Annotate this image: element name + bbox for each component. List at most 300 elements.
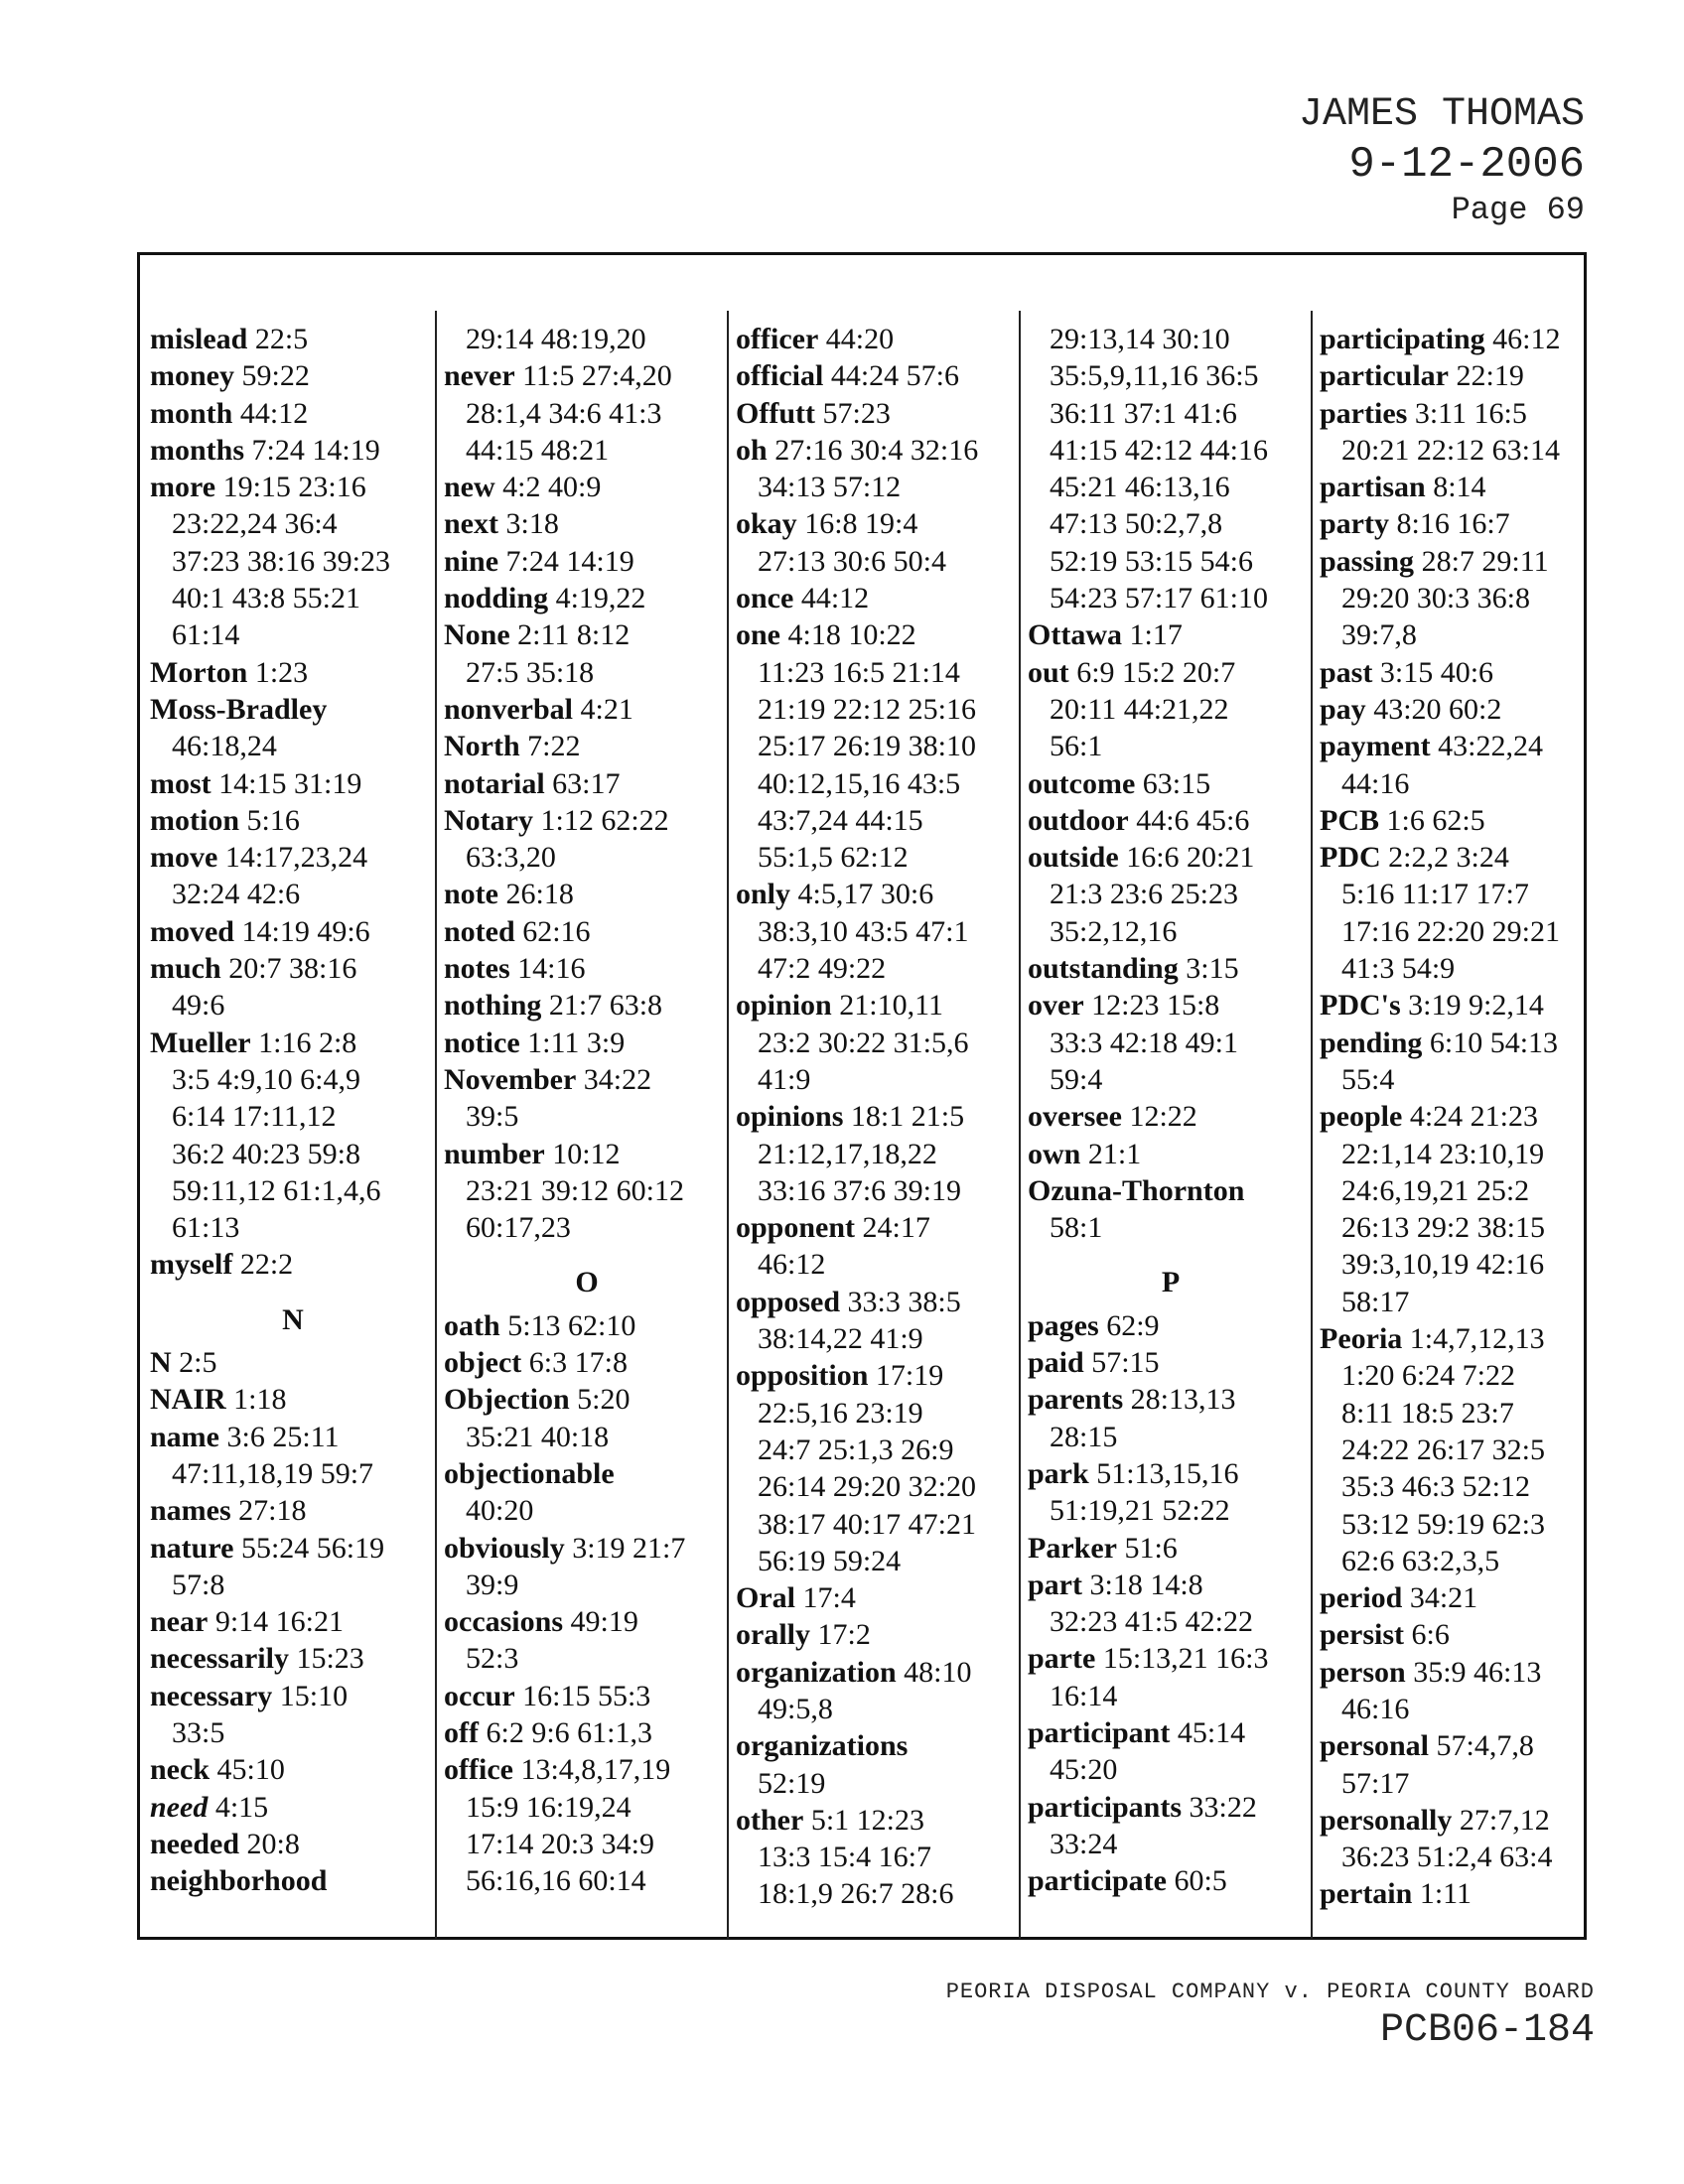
index-column-5 bbox=[1320, 321, 1606, 1913]
page-line-refs: 35:5,9,11,16 36:5 bbox=[1050, 359, 1259, 393]
deponent-name: JAMES THOMAS bbox=[1298, 92, 1585, 137]
index-entry bbox=[444, 543, 730, 580]
page-line-refs: 63:17 bbox=[552, 766, 621, 800]
index-entry bbox=[444, 802, 730, 839]
index-entry bbox=[1320, 1024, 1606, 1061]
page-line-refs: 45:20 bbox=[1050, 1753, 1118, 1787]
page-line-refs: 62:16 bbox=[522, 914, 591, 948]
page-line-refs: 62:6 63:2,3,5 bbox=[1341, 1544, 1500, 1577]
column-divider bbox=[435, 311, 437, 1939]
index-term: more bbox=[150, 471, 216, 504]
page-line-refs: 23:21 39:12 60:12 bbox=[466, 1173, 685, 1207]
index-entry bbox=[150, 357, 436, 394]
index-entry bbox=[444, 1307, 730, 1344]
page-line-refs: 15:10 bbox=[279, 1679, 349, 1712]
page-line-refs: 3:15 40:6 bbox=[1379, 655, 1494, 689]
index-term: personal bbox=[1320, 1729, 1430, 1763]
page-line-refs: 8:11 18:5 23:7 bbox=[1341, 1396, 1514, 1430]
index-entry bbox=[444, 616, 730, 653]
index-entry bbox=[1028, 839, 1314, 876]
page-line-refs: 60:17,23 bbox=[466, 1211, 571, 1245]
index-term: need bbox=[150, 1790, 209, 1824]
page-line-refs: 56:19 59:24 bbox=[758, 1544, 902, 1577]
page-line-refs: 4:19,22 bbox=[555, 582, 646, 615]
page-line-refs: 33:3 42:18 49:1 bbox=[1050, 1025, 1239, 1059]
index-entry bbox=[736, 432, 1022, 469]
index-term: notarial bbox=[444, 766, 545, 800]
page-line-refs: 44:6 45:6 bbox=[1136, 803, 1250, 837]
index-column-1 bbox=[150, 321, 436, 1899]
index-term: nature bbox=[150, 1531, 234, 1565]
page-line-refs: 39:7,8 bbox=[1341, 618, 1417, 652]
index-term: payment bbox=[1320, 730, 1431, 763]
page-number: Page 69 bbox=[1451, 192, 1585, 228]
page-line-refs: 28:7 29:11 bbox=[1421, 544, 1549, 578]
page-line-refs: 1:4,7,12,13 bbox=[1409, 1322, 1545, 1356]
page-line-refs: 44:24 57:6 bbox=[830, 359, 959, 393]
index-entry bbox=[1028, 1714, 1314, 1751]
page-line-refs: 36:23 51:2,4 63:4 bbox=[1341, 1841, 1553, 1874]
index-term: neighborhood bbox=[150, 1864, 328, 1898]
page-line-refs: 49:19 bbox=[570, 1605, 638, 1639]
page-line-refs: 58:17 bbox=[1341, 1285, 1410, 1318]
index-term: months bbox=[150, 433, 245, 467]
page-line-refs: 1:11 3:9 bbox=[527, 1025, 626, 1059]
page-line-refs: 46:12 bbox=[1492, 323, 1561, 355]
index-entry bbox=[736, 1579, 1022, 1616]
page-line-refs: 44:20 bbox=[825, 323, 895, 355]
page-line-refs: 47:2 49:22 bbox=[758, 952, 887, 986]
page-line-refs: 44:15 48:21 bbox=[466, 433, 610, 467]
index-entry bbox=[1320, 1616, 1606, 1653]
page-line-refs: 5:1 12:23 bbox=[810, 1803, 924, 1837]
page-line-refs: 53:12 59:19 62:3 bbox=[1341, 1507, 1546, 1541]
index-entry bbox=[1320, 987, 1606, 1024]
index-entry bbox=[444, 1455, 730, 1492]
index-term: None bbox=[444, 618, 510, 652]
page-line-refs: 34:21 bbox=[1409, 1581, 1478, 1615]
index-term: off bbox=[444, 1715, 479, 1749]
page-line-refs: 37:23 38:16 39:23 bbox=[172, 544, 391, 578]
index-term: November bbox=[444, 1062, 577, 1096]
index-term: PDC bbox=[1320, 841, 1381, 875]
index-term: Notary bbox=[444, 803, 533, 837]
index-term: move bbox=[150, 841, 218, 875]
index-term: park bbox=[1028, 1456, 1089, 1490]
index-entry bbox=[444, 1344, 730, 1381]
page-line-refs: 24:7 25:1,3 26:9 bbox=[758, 1433, 954, 1466]
index-term: persist bbox=[1320, 1618, 1404, 1652]
index-entry bbox=[444, 876, 730, 912]
index-entry bbox=[736, 876, 1022, 912]
page-line-refs: 3:11 16:5 bbox=[1414, 396, 1527, 430]
page-line-refs: 41:3 54:9 bbox=[1341, 952, 1456, 986]
index-term: nothing bbox=[444, 989, 542, 1023]
page-line-refs: 51:13,15,16 bbox=[1096, 1456, 1239, 1490]
index-term: passing bbox=[1320, 544, 1415, 578]
column-divider bbox=[1019, 311, 1021, 1939]
index-term: myself bbox=[150, 1248, 233, 1282]
page-line-refs: 1:6 62:5 bbox=[1386, 803, 1485, 837]
index-entry bbox=[444, 1381, 730, 1418]
index-entry bbox=[150, 395, 436, 432]
page-line-refs: 35:2,12,16 bbox=[1050, 914, 1178, 948]
page-line-refs: 61:13 bbox=[172, 1211, 240, 1245]
index-entry bbox=[150, 321, 436, 357]
index-entry bbox=[444, 691, 730, 728]
index-term: past bbox=[1320, 655, 1373, 689]
page-line-refs: 21:10,11 bbox=[839, 989, 943, 1023]
page-line-refs: 7:24 14:19 bbox=[251, 433, 380, 467]
index-entry bbox=[1320, 469, 1606, 505]
index-entry bbox=[1320, 654, 1606, 691]
page-line-refs: 23:2 30:22 31:5,6 bbox=[758, 1025, 969, 1059]
index-entry bbox=[1028, 987, 1314, 1024]
page-line-refs: 24:22 26:17 32:5 bbox=[1341, 1433, 1546, 1466]
page-line-refs: 60:5 bbox=[1174, 1864, 1227, 1898]
page-line-refs: 40:1 43:8 55:21 bbox=[172, 582, 361, 615]
index-term: never bbox=[444, 359, 515, 393]
page-line-refs: 27:7,12 bbox=[1459, 1803, 1550, 1837]
page-line-refs: 3:18 14:8 bbox=[1089, 1568, 1203, 1601]
index-entry bbox=[1320, 839, 1606, 876]
page-line-refs: 35:21 40:18 bbox=[466, 1420, 610, 1453]
index-term: pertain bbox=[1320, 1877, 1413, 1911]
index-term: oath bbox=[444, 1308, 500, 1342]
index-term: opinions bbox=[736, 1100, 844, 1134]
page-line-refs: 7:24 14:19 bbox=[505, 544, 634, 578]
page-line-refs: 55:1,5 62:12 bbox=[758, 841, 909, 875]
index-term: money bbox=[150, 359, 234, 393]
page-line-refs: 2:2,2 3:24 bbox=[1388, 841, 1509, 875]
page-line-refs: 63:15 bbox=[1142, 766, 1211, 800]
page-line-refs: 33:24 bbox=[1050, 1827, 1118, 1860]
index-term: NAIR bbox=[150, 1383, 226, 1417]
index-entry bbox=[1320, 1320, 1606, 1357]
page-line-refs: 1:16 2:8 bbox=[258, 1025, 357, 1059]
index-entry bbox=[444, 987, 730, 1024]
index-entry bbox=[736, 1654, 1022, 1691]
index-entry bbox=[736, 1284, 1022, 1320]
index-entry bbox=[736, 357, 1022, 394]
page-line-refs: 57:17 bbox=[1341, 1766, 1410, 1800]
index-term: parents bbox=[1028, 1383, 1124, 1417]
index-column-3 bbox=[736, 321, 1022, 1913]
index-term: office bbox=[444, 1753, 513, 1787]
section-letter: P bbox=[1161, 1266, 1181, 1299]
index-entry bbox=[150, 950, 436, 987]
index-entry bbox=[150, 1678, 436, 1714]
page-line-refs: 48:10 bbox=[904, 1655, 972, 1689]
case-caption: PEORIA DISPOSAL COMPANY v. PEORIA COUNTY BOARD bbox=[945, 1979, 1595, 2004]
index-term: names bbox=[150, 1494, 231, 1528]
page-line-refs: 39:5 bbox=[466, 1100, 519, 1134]
index-term: opposition bbox=[736, 1359, 869, 1393]
index-term: note bbox=[444, 878, 498, 911]
section-letter: O bbox=[575, 1266, 599, 1299]
index-entry bbox=[1028, 654, 1314, 691]
index-entry bbox=[444, 1603, 730, 1640]
page-line-refs: 55:24 56:19 bbox=[240, 1531, 385, 1565]
index-entry bbox=[736, 1209, 1022, 1246]
page-line-refs: 52:19 bbox=[758, 1766, 826, 1800]
index-term: organization bbox=[736, 1655, 897, 1689]
page-line-refs: 49:5,8 bbox=[758, 1692, 833, 1725]
page-line-refs: 12:22 bbox=[1129, 1100, 1197, 1134]
page-line-refs: 28:15 bbox=[1050, 1420, 1118, 1453]
index-entry bbox=[150, 1826, 436, 1862]
page-line-refs: 1:20 6:24 7:22 bbox=[1341, 1359, 1516, 1393]
page-line-refs: 6:6 bbox=[1411, 1618, 1450, 1652]
index-entry bbox=[1028, 1567, 1314, 1603]
page-line-refs: 4:21 bbox=[580, 692, 633, 726]
column-divider bbox=[727, 311, 729, 1939]
page-line-refs: 62:9 bbox=[1106, 1308, 1160, 1342]
page-line-refs: 57:8 bbox=[172, 1568, 225, 1601]
page-line-refs: 34:13 57:12 bbox=[758, 471, 902, 504]
index-entry bbox=[444, 765, 730, 802]
index-entry bbox=[1320, 1802, 1606, 1839]
page-line-refs: 17:19 bbox=[875, 1359, 944, 1393]
index-entry bbox=[444, 1678, 730, 1714]
page-line-refs: 20:21 22:12 63:14 bbox=[1341, 433, 1561, 467]
page-line-refs: 2:5 bbox=[179, 1346, 217, 1380]
index-term: participant bbox=[1028, 1715, 1171, 1749]
page-line-refs: 5:16 bbox=[246, 803, 300, 837]
page-line-refs: 52:19 53:15 54:6 bbox=[1050, 544, 1254, 578]
index-term: part bbox=[1028, 1568, 1082, 1601]
index-term: organizations bbox=[736, 1729, 909, 1763]
index-term: person bbox=[1320, 1655, 1406, 1689]
page-line-refs: 4:24 21:23 bbox=[1409, 1100, 1539, 1134]
index-entry bbox=[1028, 765, 1314, 802]
page-line-refs: 19:15 23:16 bbox=[222, 471, 366, 504]
index-term: personally bbox=[1320, 1803, 1453, 1837]
index-term: objectionable bbox=[444, 1456, 615, 1490]
index-entry bbox=[1320, 1654, 1606, 1691]
index-term: necessarily bbox=[150, 1642, 289, 1676]
page-line-refs: 59:11,12 61:1,4,6 bbox=[172, 1173, 381, 1207]
index-entry bbox=[1320, 505, 1606, 542]
page-line-refs: 1:17 bbox=[1129, 618, 1183, 652]
index-term: object bbox=[444, 1346, 522, 1380]
page-line-refs: 27:18 bbox=[238, 1494, 307, 1528]
index-entry bbox=[1028, 616, 1314, 653]
page-line-refs: 4:5,17 30:6 bbox=[797, 878, 934, 911]
page-line-refs: 51:19,21 52:22 bbox=[1050, 1494, 1230, 1528]
index-term: near bbox=[150, 1605, 209, 1639]
page-line-refs: 21:1 bbox=[1087, 1137, 1142, 1170]
index-term: noted bbox=[444, 914, 515, 948]
index-entry bbox=[150, 432, 436, 469]
page-line-refs: 26:18 bbox=[505, 878, 574, 911]
index-term: party bbox=[1320, 507, 1389, 541]
index-entry bbox=[444, 1024, 730, 1061]
index-entry bbox=[444, 1136, 730, 1172]
index-term: opposed bbox=[736, 1285, 841, 1318]
column-divider bbox=[1311, 311, 1313, 1939]
index-term: other bbox=[736, 1803, 804, 1837]
index-term: parties bbox=[1320, 396, 1408, 430]
index-entry bbox=[1320, 357, 1606, 394]
index-term: needed bbox=[150, 1827, 239, 1860]
page-line-refs: 3:19 9:2,14 bbox=[1408, 989, 1544, 1023]
index-entry bbox=[444, 1751, 730, 1788]
page-line-refs: 8:16 16:7 bbox=[1396, 507, 1510, 541]
index-entry bbox=[444, 1530, 730, 1567]
index-entry bbox=[150, 1603, 436, 1640]
index-entry bbox=[444, 1714, 730, 1751]
page-line-refs: 51:6 bbox=[1124, 1531, 1178, 1565]
page-line-refs: 5:13 62:10 bbox=[507, 1308, 636, 1342]
page-line-refs: 5:20 bbox=[577, 1383, 631, 1417]
index-term: Peoria bbox=[1320, 1322, 1403, 1356]
page-line-refs: 55:4 bbox=[1341, 1062, 1395, 1096]
index-term: mislead bbox=[150, 323, 248, 355]
page-line-refs: 6:14 17:11,12 bbox=[172, 1100, 337, 1134]
page-line-refs: 45:14 bbox=[1177, 1715, 1246, 1749]
index-entry bbox=[150, 1751, 436, 1788]
page-line-refs: 57:15 bbox=[1091, 1346, 1160, 1380]
page-line-refs: 16:6 20:21 bbox=[1126, 841, 1255, 875]
page-line-refs: 36:2 40:23 59:8 bbox=[172, 1137, 361, 1170]
index-term: nine bbox=[444, 544, 499, 578]
case-number: PCB06-184 bbox=[1379, 2008, 1595, 2053]
index-entry bbox=[1320, 728, 1606, 764]
index-term: participants bbox=[1028, 1790, 1183, 1824]
page-line-refs: 24:17 bbox=[862, 1211, 930, 1245]
index-entry bbox=[1028, 1344, 1314, 1381]
index-entry bbox=[1320, 395, 1606, 432]
page-line-refs: 23:22,24 36:4 bbox=[172, 507, 338, 541]
index-entry bbox=[444, 469, 730, 505]
page-line-refs: 46:16 bbox=[1341, 1692, 1410, 1725]
page-line-refs: 27:16 30:4 32:16 bbox=[774, 433, 979, 467]
index-entry bbox=[736, 987, 1022, 1024]
page-line-refs: 13:3 15:4 16:7 bbox=[758, 1841, 932, 1874]
page-line-refs: 33:3 38:5 bbox=[847, 1285, 961, 1318]
index-entry bbox=[150, 765, 436, 802]
page-line-refs: 36:11 37:1 41:6 bbox=[1050, 396, 1237, 430]
index-entry bbox=[736, 1357, 1022, 1394]
index-term: particular bbox=[1320, 359, 1449, 393]
index-term: over bbox=[1028, 989, 1084, 1023]
page-line-refs: 61:14 bbox=[172, 618, 240, 652]
page-line-refs: 15:23 bbox=[296, 1642, 364, 1676]
index-entry bbox=[150, 1419, 436, 1455]
page-line-refs: 59:4 bbox=[1050, 1062, 1103, 1096]
page-line-refs: 46:18,24 bbox=[172, 730, 277, 763]
index-term: neck bbox=[150, 1753, 210, 1787]
index-entry bbox=[736, 505, 1022, 542]
page-line-refs: 52:3 bbox=[466, 1642, 519, 1676]
index-term: new bbox=[444, 471, 495, 504]
index-term: Mueller bbox=[150, 1025, 251, 1059]
page-line-refs: 59:22 bbox=[241, 359, 310, 393]
page-line-refs: 21:7 63:8 bbox=[548, 989, 663, 1023]
page-line-refs: 38:3,10 43:5 47:1 bbox=[758, 914, 969, 948]
page-line-refs: 27:13 30:6 50:4 bbox=[758, 544, 947, 578]
page-line-refs: 6:9 15:2 20:7 bbox=[1076, 655, 1236, 689]
page-line-refs: 26:13 29:2 38:15 bbox=[1341, 1211, 1546, 1245]
index-column-4 bbox=[1028, 321, 1314, 1899]
index-entry bbox=[1028, 1307, 1314, 1344]
index-entry bbox=[1028, 1862, 1314, 1899]
page-line-refs: 47:13 50:2,7,8 bbox=[1050, 507, 1223, 541]
page-line-refs: 21:19 22:12 25:16 bbox=[758, 692, 977, 726]
index-term: oh bbox=[736, 433, 768, 467]
index-term: pay bbox=[1320, 692, 1366, 726]
index-entry bbox=[444, 357, 730, 394]
index-entry bbox=[150, 1381, 436, 1418]
index-entry bbox=[1320, 1875, 1606, 1912]
index-entry bbox=[1320, 1098, 1606, 1135]
page-line-refs: 1:23 bbox=[254, 655, 309, 689]
page-line-refs: 35:9 46:13 bbox=[1413, 1655, 1542, 1689]
index-entry bbox=[1320, 691, 1606, 728]
page-line-refs: 14:15 31:19 bbox=[218, 766, 362, 800]
index-term: participate bbox=[1028, 1864, 1167, 1898]
index-term: Objection bbox=[444, 1383, 570, 1417]
index-term: out bbox=[1028, 655, 1069, 689]
page-line-refs: 28:1,4 34:6 41:3 bbox=[466, 396, 662, 430]
page-line-refs: 14:16 bbox=[517, 952, 586, 986]
page-line-refs: 18:1,9 26:7 28:6 bbox=[758, 1877, 954, 1911]
page-line-refs: 43:7,24 44:15 bbox=[758, 803, 923, 837]
index-entry bbox=[736, 1727, 1022, 1764]
index-term: outside bbox=[1028, 841, 1119, 875]
section-letter: N bbox=[282, 1302, 304, 1336]
page-line-refs: 40:12,15,16 43:5 bbox=[758, 766, 961, 800]
index-term: outcome bbox=[1028, 766, 1136, 800]
index-entry bbox=[150, 1530, 436, 1567]
index-term: next bbox=[444, 507, 498, 541]
page-line-refs: 33:16 37:6 39:19 bbox=[758, 1173, 962, 1207]
index-entry bbox=[444, 580, 730, 616]
page-line-refs: 39:3,10,19 42:16 bbox=[1341, 1248, 1545, 1282]
index-term: orally bbox=[736, 1618, 810, 1652]
index-entry bbox=[150, 1862, 436, 1899]
index-term: Morton bbox=[150, 655, 248, 689]
page-line-refs: 4:15 bbox=[214, 1790, 269, 1824]
page-line-refs: 29:13,14 30:10 bbox=[1050, 323, 1230, 355]
index-term: much bbox=[150, 952, 221, 986]
index-entry bbox=[736, 1098, 1022, 1135]
page-footer bbox=[946, 1978, 1595, 2055]
index-term: Ozuna-Thornton bbox=[1028, 1173, 1245, 1207]
page-line-refs: 43:22,24 bbox=[1438, 730, 1544, 763]
page-line-refs: 4:2 40:9 bbox=[502, 471, 602, 504]
index-term: notes bbox=[444, 952, 510, 986]
page-line-refs: 22:1,14 23:10,19 bbox=[1341, 1137, 1545, 1170]
index-entry bbox=[444, 950, 730, 987]
index-entry bbox=[150, 469, 436, 505]
index-term: outstanding bbox=[1028, 952, 1179, 986]
page-line-refs: 35:3 46:3 52:12 bbox=[1341, 1470, 1531, 1504]
index-entry bbox=[150, 691, 436, 728]
index-term: obviously bbox=[444, 1531, 565, 1565]
index-term: occasions bbox=[444, 1605, 563, 1639]
page-line-refs: 58:1 bbox=[1050, 1211, 1103, 1245]
page-line-refs: 17:4 bbox=[802, 1581, 856, 1615]
page-line-refs: 3:19 21:7 bbox=[572, 1531, 686, 1565]
index-term: pages bbox=[1028, 1308, 1099, 1342]
index-term: pending bbox=[1320, 1025, 1423, 1059]
page-line-refs: 16:15 55:3 bbox=[522, 1679, 651, 1712]
page-line-refs: 56:16,16 60:14 bbox=[466, 1864, 646, 1898]
index-entry bbox=[1028, 1381, 1314, 1418]
page-line-refs: 39:9 bbox=[466, 1568, 519, 1601]
